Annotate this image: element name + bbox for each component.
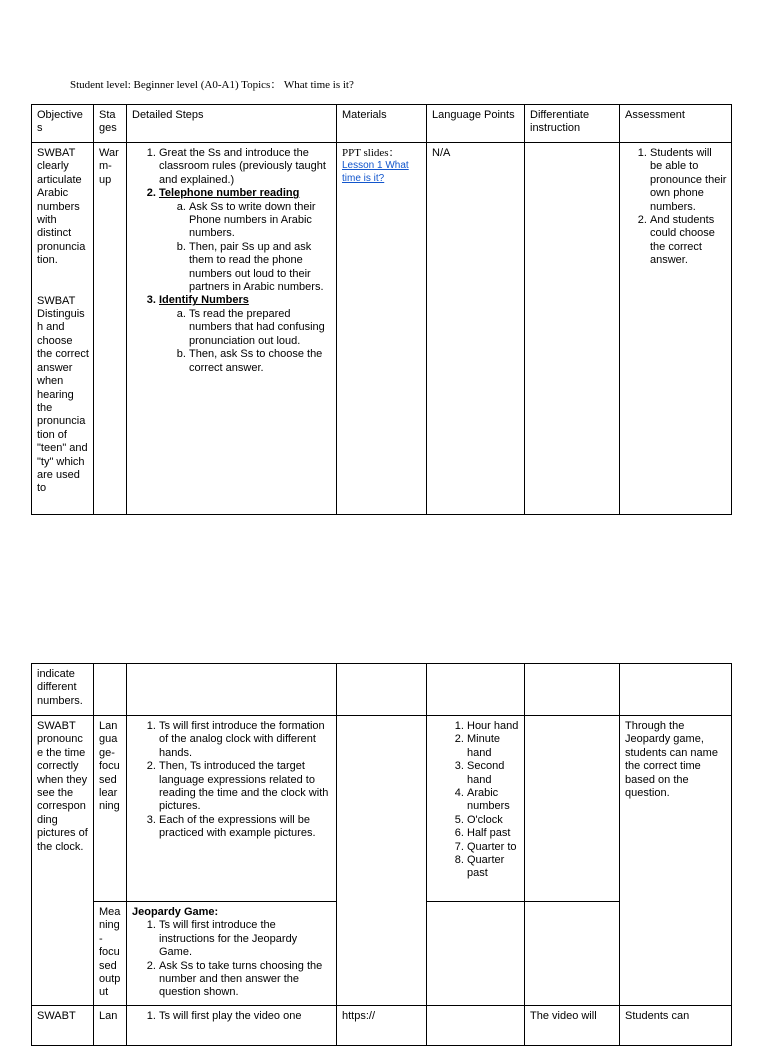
sub-steps-list	[159, 201, 332, 295]
materials-label: PPT slides：	[342, 147, 400, 159]
step-item	[159, 187, 332, 294]
cell-language-points	[427, 716, 525, 902]
cell-objective: indicate different numbers.	[32, 664, 94, 716]
sub-step-item: b. Then, ask Ss to choose the correct answer.	[189, 348, 332, 375]
col-header-language-points: Language Points	[427, 105, 525, 143]
steps-list	[132, 1010, 332, 1023]
col-header-detailed-steps: Detailed Steps	[127, 105, 337, 143]
cell-materials	[337, 716, 427, 1006]
step-item: 1. Ts will first introduce the instructions for the Jeopardy Game.	[159, 919, 332, 959]
table-row-video	[32, 1006, 732, 1046]
language-point-item: 6. Half past	[467, 827, 520, 840]
cell-language-points	[427, 664, 525, 716]
cell-differentiate	[525, 664, 620, 716]
assessment-item: 1. Students will be able to pronounce their own phone numbers.	[650, 147, 727, 214]
language-point-item: 5. O'clock	[467, 814, 520, 827]
cell-language-points	[427, 902, 525, 1006]
col-header-stages: Sta ges	[94, 105, 127, 143]
cell-stage: Mea ning - focu sed outp ut	[94, 902, 127, 1006]
cell-objective: SWABT	[32, 1006, 94, 1046]
steps-list	[132, 147, 332, 375]
cell-detailed-steps	[127, 716, 337, 902]
language-point-item: 8. Quarter past	[467, 854, 520, 881]
cell-differentiate: The video will	[525, 1006, 620, 1046]
col-header-assessment: Assessment	[620, 105, 732, 143]
col-header-objectives: Objective s	[32, 105, 94, 143]
sub-step-item: b. Then, pair Ss up and ask them to read the phone numbers out loud to their partners in Arabic numbers.	[189, 241, 332, 295]
cell-assessment: Through the Jeopardy game, students can name the correct time based on the question.	[620, 716, 732, 1006]
objective-text: SWBAT clearly articulate Arabic numbers with distinct pronuncia tion.	[37, 147, 86, 267]
cell-stage: War m- up	[94, 143, 127, 515]
steps-list	[132, 720, 332, 841]
language-point-item: 3. Second hand	[467, 760, 520, 787]
cell-differentiate	[525, 902, 620, 1006]
step-item: 1. Great the Ss and introduce the classroom rules (previously taught and explained.)	[159, 147, 332, 187]
assessment-list	[625, 147, 727, 268]
step-item: 1. Ts will first play the video one	[159, 1010, 332, 1023]
lesson-link[interactable]: Lesson 1 What time is it?	[342, 160, 409, 184]
cell-detailed-steps	[127, 143, 337, 515]
step-item: 2. Ask Ss to take turns choosing the number and then answer the question shown.	[159, 960, 332, 1000]
table-row-warmup	[32, 143, 732, 515]
step-item: 2. Then, Ts introduced the target language expressions related to reading the time and the clock with pictures.	[159, 760, 332, 814]
assessment-item: 2. And students could choose the correct answer.	[650, 214, 727, 268]
table-row-continued	[32, 664, 732, 716]
cell-language-points	[427, 1006, 525, 1046]
cell-assessment	[620, 143, 732, 515]
col-header-materials: Materials	[337, 105, 427, 143]
cell-detailed-steps	[127, 664, 337, 716]
cell-stage	[94, 664, 127, 716]
cell-materials	[337, 664, 427, 716]
sub-step-item: a. Ask Ss to write down their Phone numbers in Arabic numbers.	[189, 201, 332, 241]
cell-stage: Lan	[94, 1006, 127, 1046]
table-row-language-focused	[32, 716, 732, 902]
language-point-item: 2. Minute hand	[467, 733, 520, 760]
cell-objective	[32, 143, 94, 515]
game-title: Jeopardy Game:	[132, 906, 219, 918]
cell-differentiate	[525, 143, 620, 515]
cell-detailed-steps	[127, 1006, 337, 1046]
cell-assessment	[620, 664, 732, 716]
cell-objective: SWABT pronounc e the time correctly when they see the correspon ding pictures of the clock.	[32, 716, 94, 1006]
steps-list	[132, 919, 332, 999]
cell-materials	[337, 143, 427, 515]
cell-stage: Lan gua ge- focu sed lear ning	[94, 716, 127, 902]
language-point-item: 7. Quarter to	[467, 841, 520, 854]
objective-text: SWBAT Distinguis h and choose the correct answer when hearing the pronuncia tion of "teen" and "ty" which are used to	[37, 294, 89, 495]
language-points-list	[432, 720, 520, 881]
step-item: 3. Each of the expressions will be practiced with example pictures.	[159, 814, 332, 841]
lesson-header: Student level: Beginner level (A0-A1) Topics： What time is it?	[70, 79, 354, 91]
language-point-item: 1. Hour hand	[467, 720, 520, 733]
step-item	[159, 294, 332, 374]
col-header-differentiate: Differentiate instruction	[525, 105, 620, 143]
cell-differentiate	[525, 716, 620, 902]
language-point-item: 4. Arabic numbers	[467, 787, 520, 814]
step-title: Telephone number reading	[159, 187, 300, 200]
cell-language-points: N/A	[427, 143, 525, 515]
sub-step-item: a. Ts read the prepared numbers that had confusing pronunciation out loud.	[189, 308, 332, 348]
cell-assessment: Students can	[620, 1006, 732, 1046]
step-item: 1. Ts will first introduce the formation of the analog clock with different hands.	[159, 720, 332, 760]
table-header-row	[32, 105, 732, 143]
sub-steps-list	[159, 308, 332, 375]
step-title: Identify Numbers	[159, 294, 249, 307]
lesson-plan-table-top	[31, 104, 732, 515]
cell-detailed-steps	[127, 902, 337, 1006]
lesson-plan-table-bottom	[31, 663, 732, 1046]
cell-materials: https://	[337, 1006, 427, 1046]
